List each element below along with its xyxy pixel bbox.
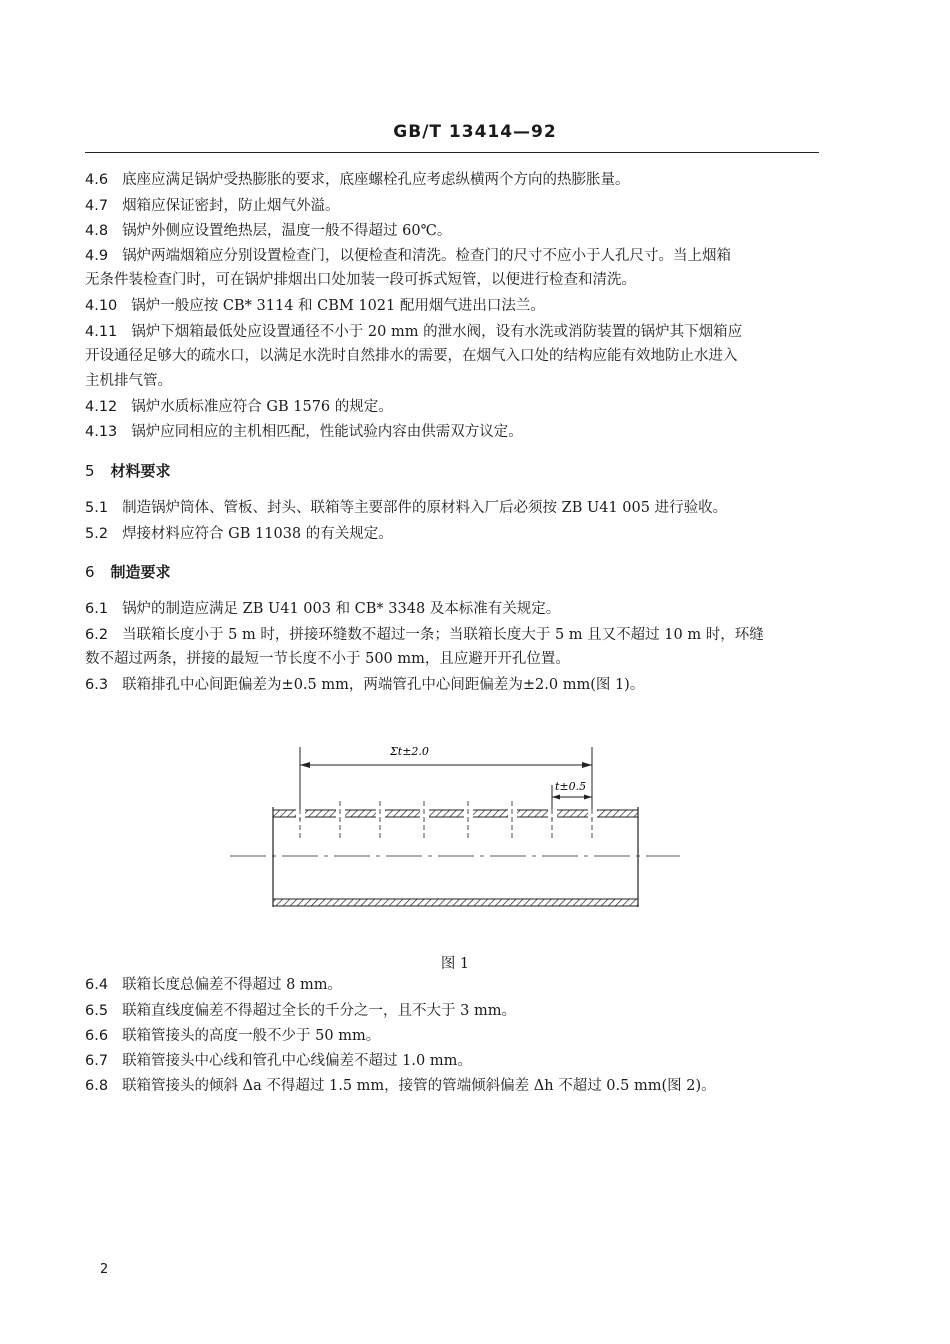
clause-line xyxy=(85,498,727,518)
tube-top-wall xyxy=(273,810,638,817)
clause-line xyxy=(85,296,545,316)
clause-text: 锅炉的制造应满足 ZB U41 003 和 CB* 3348 及本标准有关规定。 xyxy=(122,601,561,617)
clause-text: 锅炉一般应按 CB* 3114 和 CBM 1021 配用烟气进出口法兰。 xyxy=(131,298,545,314)
clause-continuation: 开设通径足够大的疏水口，以满足水洗时自然排水的需要，在烟气入口处的结构应能有效地防止水进入 xyxy=(85,348,738,364)
clause-line xyxy=(85,246,731,266)
clause-line xyxy=(85,675,644,695)
clause-line xyxy=(85,599,560,619)
figure-caption: 图 1 xyxy=(440,956,470,972)
clause-number: 4.11 xyxy=(85,324,118,340)
clause-text: 联箱管接头中心线和管孔中心线偏差不超过 1.0 mm。 xyxy=(122,1053,472,1069)
clause-line xyxy=(85,975,342,995)
clause-number: 4.7 xyxy=(85,198,109,214)
section-heading xyxy=(85,461,171,481)
figure-1 xyxy=(220,735,690,925)
clause-number: 6.6 xyxy=(85,1028,109,1044)
clause-number: 6.5 xyxy=(85,1003,109,1019)
clause-number: 4.8 xyxy=(85,223,109,239)
hole-centerlines xyxy=(300,801,592,839)
header-rule xyxy=(85,152,819,153)
dim-label-pitch: t±0.5 xyxy=(555,780,587,793)
clause-number: 4.12 xyxy=(85,399,118,415)
clause-text: 锅炉两端烟箱应分别设置检查门，以便检查和清洗。检查门的尺寸不应小于人孔尺寸。当上烟箱 xyxy=(122,248,732,264)
clause-line xyxy=(85,196,340,216)
dim-arrow-pitch-right xyxy=(584,795,592,800)
clause-line xyxy=(85,221,451,241)
clause-number: 6.1 xyxy=(85,601,109,617)
clause-number: 6.4 xyxy=(85,977,109,993)
tube-bottom-wall xyxy=(273,899,638,906)
clause-line xyxy=(85,1051,472,1071)
clause-continuation: 数不超过两条，拼接的最短一节长度不小于 500 mm，且应避开开孔位置。 xyxy=(85,651,570,667)
clause-line xyxy=(85,1026,380,1046)
clause-line xyxy=(85,625,764,645)
clause-text: 烟箱应保证密封，防止烟气外溢。 xyxy=(122,198,340,214)
clause-text: 联箱长度总偏差不得超过 8 mm。 xyxy=(122,977,343,993)
clause-line xyxy=(85,1001,516,1021)
clause-text: 制造锅炉筒体、管板、封头、联箱等主要部件的原材料入厂后必须按 ZB U41 005 进行验收。 xyxy=(122,500,728,516)
clause-text: 锅炉水质标准应符合 GB 1576 的规定。 xyxy=(131,399,393,415)
clause-continuation: 无条件装检查门时，可在锅炉排烟出口处加装一段可拆式短管，以便进行检查和清洗。 xyxy=(85,272,636,288)
clause-number: 4.6 xyxy=(85,172,109,188)
clause-text: 联箱管接头的倾斜 Δa 不得超过 1.5 mm，接管的管端倾斜偏差 Δh 不超过 0.5 mm(图 2)。 xyxy=(122,1078,716,1094)
clause-text: 焊接材料应符合 GB 11038 的有关规定。 xyxy=(122,526,393,542)
clause-line xyxy=(85,422,523,442)
clause-text: 当联箱长度小于 5 m 时，拼接环缝数不超过一条；当联箱长度大于 5 m 且又不超过 10 m 时，环缝 xyxy=(122,627,764,643)
section-title: 材料要求 xyxy=(110,462,171,480)
clause-text: 联箱排孔中心间距偏差为±0.5 mm，两端管孔中心间距偏差为±2.0 mm(图 1)。 xyxy=(122,677,645,693)
clause-number: 6.2 xyxy=(85,627,109,643)
clause-number: 6.8 xyxy=(85,1078,109,1094)
header-tube-drawing xyxy=(220,735,690,925)
section-number: 5 xyxy=(85,462,95,480)
clause-number: 6.3 xyxy=(85,677,109,693)
section-title: 制造要求 xyxy=(110,563,171,581)
dim-label-total: Σt±2.0 xyxy=(390,745,429,758)
clause-continuation: 主机排气管。 xyxy=(85,373,172,389)
clause-line xyxy=(85,397,393,417)
clause-text: 锅炉应同相应的主机相匹配，性能试验内容由供需双方议定。 xyxy=(131,424,523,440)
clause-line xyxy=(85,1076,716,1096)
page-number: 2 xyxy=(100,1262,109,1277)
clause-line xyxy=(85,170,630,190)
clause-text: 锅炉外侧应设置绝热层，温度一般不得超过 60℃。 xyxy=(122,223,452,239)
dim-arrow-left xyxy=(300,762,310,768)
clause-text: 联箱直线度偏差不得超过全长的千分之一，且不大于 3 mm。 xyxy=(122,1003,517,1019)
clause-text: 锅炉下烟箱最低处应设置通径不小于 20 mm 的泄水阀，设有水洗或消防装置的锅炉其下烟箱应 xyxy=(131,324,743,340)
clause-number: 4.9 xyxy=(85,248,109,264)
clause-number: 5.2 xyxy=(85,526,109,542)
clause-number: 4.13 xyxy=(85,424,118,440)
clause-line xyxy=(85,322,742,342)
clause-text: 底座应满足锅炉受热膨胀的要求，底座螺栓孔应考虑纵横两个方向的热膨胀量。 xyxy=(122,172,630,188)
clause-number: 5.1 xyxy=(85,500,109,516)
dim-arrow-right xyxy=(582,762,592,768)
section-heading xyxy=(85,562,171,582)
document-header: GB/T 13414—92 xyxy=(393,122,557,142)
clause-text: 联箱管接头的高度一般不少于 50 mm。 xyxy=(122,1028,381,1044)
section-number: 6 xyxy=(85,563,95,581)
clause-line xyxy=(85,524,393,544)
clause-number: 4.10 xyxy=(85,298,118,314)
dim-arrow-pitch-left xyxy=(552,795,560,800)
clause-number: 6.7 xyxy=(85,1053,109,1069)
